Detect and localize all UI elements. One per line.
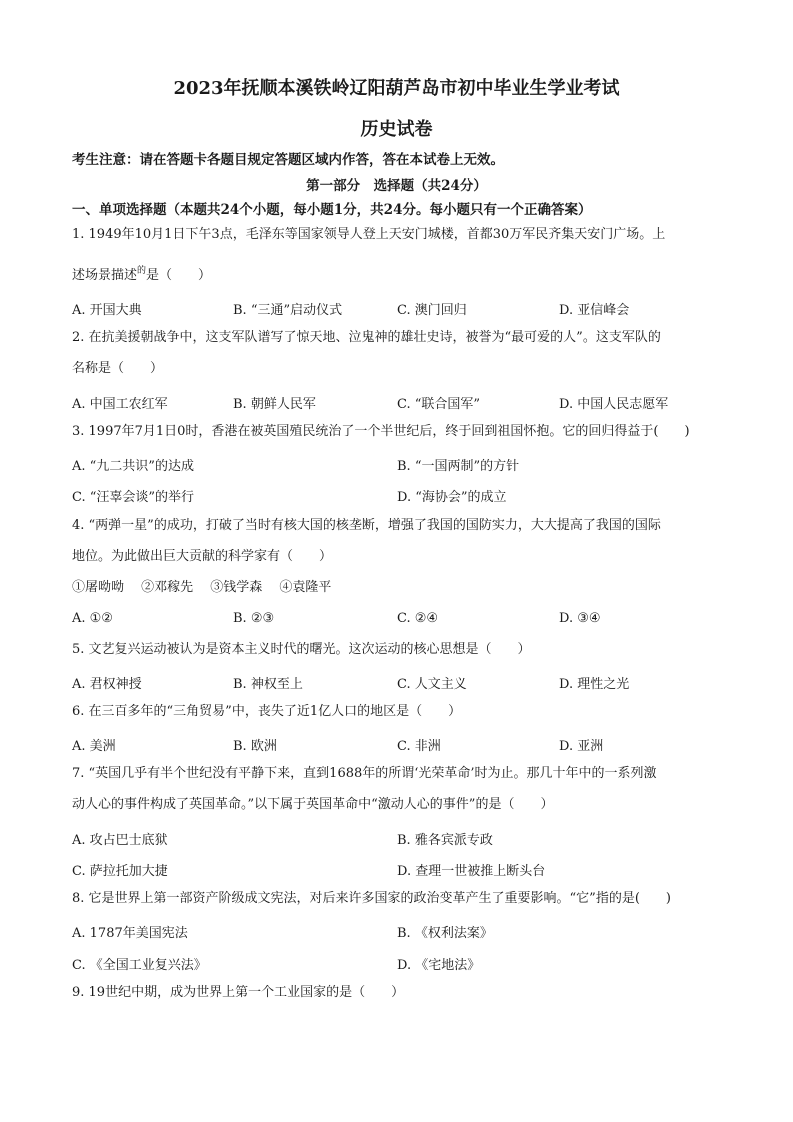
option-d: D. ③④ [559,611,601,626]
question-text [72,263,211,284]
option-b: B. ②③ [233,611,275,626]
option-a: A. 君权神授 [72,677,142,692]
option-b: B. 朝鲜人民军 [233,397,316,412]
question-text: 地位。为此做出巨大贡献的科学家有（ ） [72,549,333,564]
part-heading: 第一部分 选择题（共24分） [306,178,487,194]
option-c: C. ②④ [397,611,439,626]
question-text: 3. 1997年7月1日0时，香港在被英国殖民统治了一个半世纪后，终于回到祖国怀抱。它的回归得益于( ) [72,424,690,439]
statement-list: ①屠呦呦 ②邓稼先 ③钱学森 ④袁隆平 [72,580,332,595]
option-a: A. 中国工农红军 [72,397,168,412]
option-d: D. 《宅地法》 [397,958,481,973]
option-d: D. 亚洲 [559,739,604,754]
superscript-char: 的 [137,266,147,276]
option-c: C. 澳门回归 [397,303,467,318]
question-text: 7. “英国几乎有半个世纪没有平静下来，直到1688年的所谓‘光荣革命’时为止。那几十年中的一系列激 [72,766,657,781]
question-text: 4. “两弹一星”的成功，打破了当时有核大国的核垄断，增强了我国的国防实力，大大提高了我国的国际 [72,518,661,533]
option-b: B. 雅各宾派专政 [397,833,493,848]
option-c: C. 非洲 [397,739,441,754]
candidate-notice: 考生注意：请在答题卡各题目规定答题区域内作答，答在本试卷上无效。 [72,152,504,168]
exam-title: 2023年抚顺本溪铁岭辽阳葫芦岛市初中毕业生学业考试 [173,78,620,99]
option-d: D. 查理一世被推上断头台 [397,864,546,879]
option-b: B. 神权至上 [233,677,303,692]
option-d: D. 亚信峰会 [559,303,630,318]
option-a: A. ①② [72,611,113,626]
question-text: 动人心的事件构成了英国革命。”以下属于英国革命中“激动人心的事件”的是（ ） [72,797,554,812]
question-text: 1. 1949年10月1日下午3点，毛泽东等国家领导人登上天安门城楼，首都30万军民齐集天安门广场。上 [72,227,666,242]
option-d: D. “海协会”的成立 [397,490,507,505]
option-c: C. 萨拉托加大捷 [72,864,168,879]
question-text: 8. 它是世界上第一部资产阶级成文宪法，对后来许多国家的政治变革产生了重要影响。“它”指的是( ) [72,891,671,906]
question-text-part: 是（ ） [146,268,212,283]
option-c: C. “汪辜会谈”的举行 [72,490,195,505]
exam-subtitle: 历史试卷 [360,119,433,140]
section-heading: 一、单项选择题（本题共24个小题，每小题1分，共24分。每小题只有一个正确答案） [72,202,592,218]
option-a: A. “九二共识”的达成 [72,459,194,474]
option-b: B. “三通”启动仪式 [233,303,343,318]
question-text: 名称是（ ） [72,361,164,376]
option-a: A. 美洲 [72,739,116,754]
question-text-part: 述场景描述 [72,268,138,283]
option-a: A. 攻占巴士底狱 [72,833,168,848]
question-text: 2. 在抗美援朝战争中，这支军队谱写了惊天地、泣鬼神的雄壮史诗，被誉为“最可爱的人”。这支军队的 [72,330,661,345]
question-text: 6. 在三百多年的“三角贸易”中，丧失了近1亿人口的地区是（ ） [72,704,462,719]
option-c: C. 人文主义 [397,677,467,692]
option-d: D. 中国人民志愿军 [559,397,669,412]
question-text: 5. 文艺复兴运动被认为是资本主义时代的曙光。这次运动的核心思想是（ ） [72,642,531,657]
option-b: B. 欧洲 [233,739,277,754]
question-text: 9. 19世纪中期，成为世界上第一个工业国家的是（ ） [72,985,405,1000]
option-b: B. 《权利法案》 [397,926,493,941]
option-d: D. 理性之光 [559,677,630,692]
option-a: A. 1787年美国宪法 [72,926,188,941]
option-b: B. “一国两制”的方针 [397,459,520,474]
option-c: C. 《全国工业复兴法》 [72,958,207,973]
option-a: A. 开国大典 [72,303,142,318]
option-c: C. “联合国军” [397,397,481,412]
